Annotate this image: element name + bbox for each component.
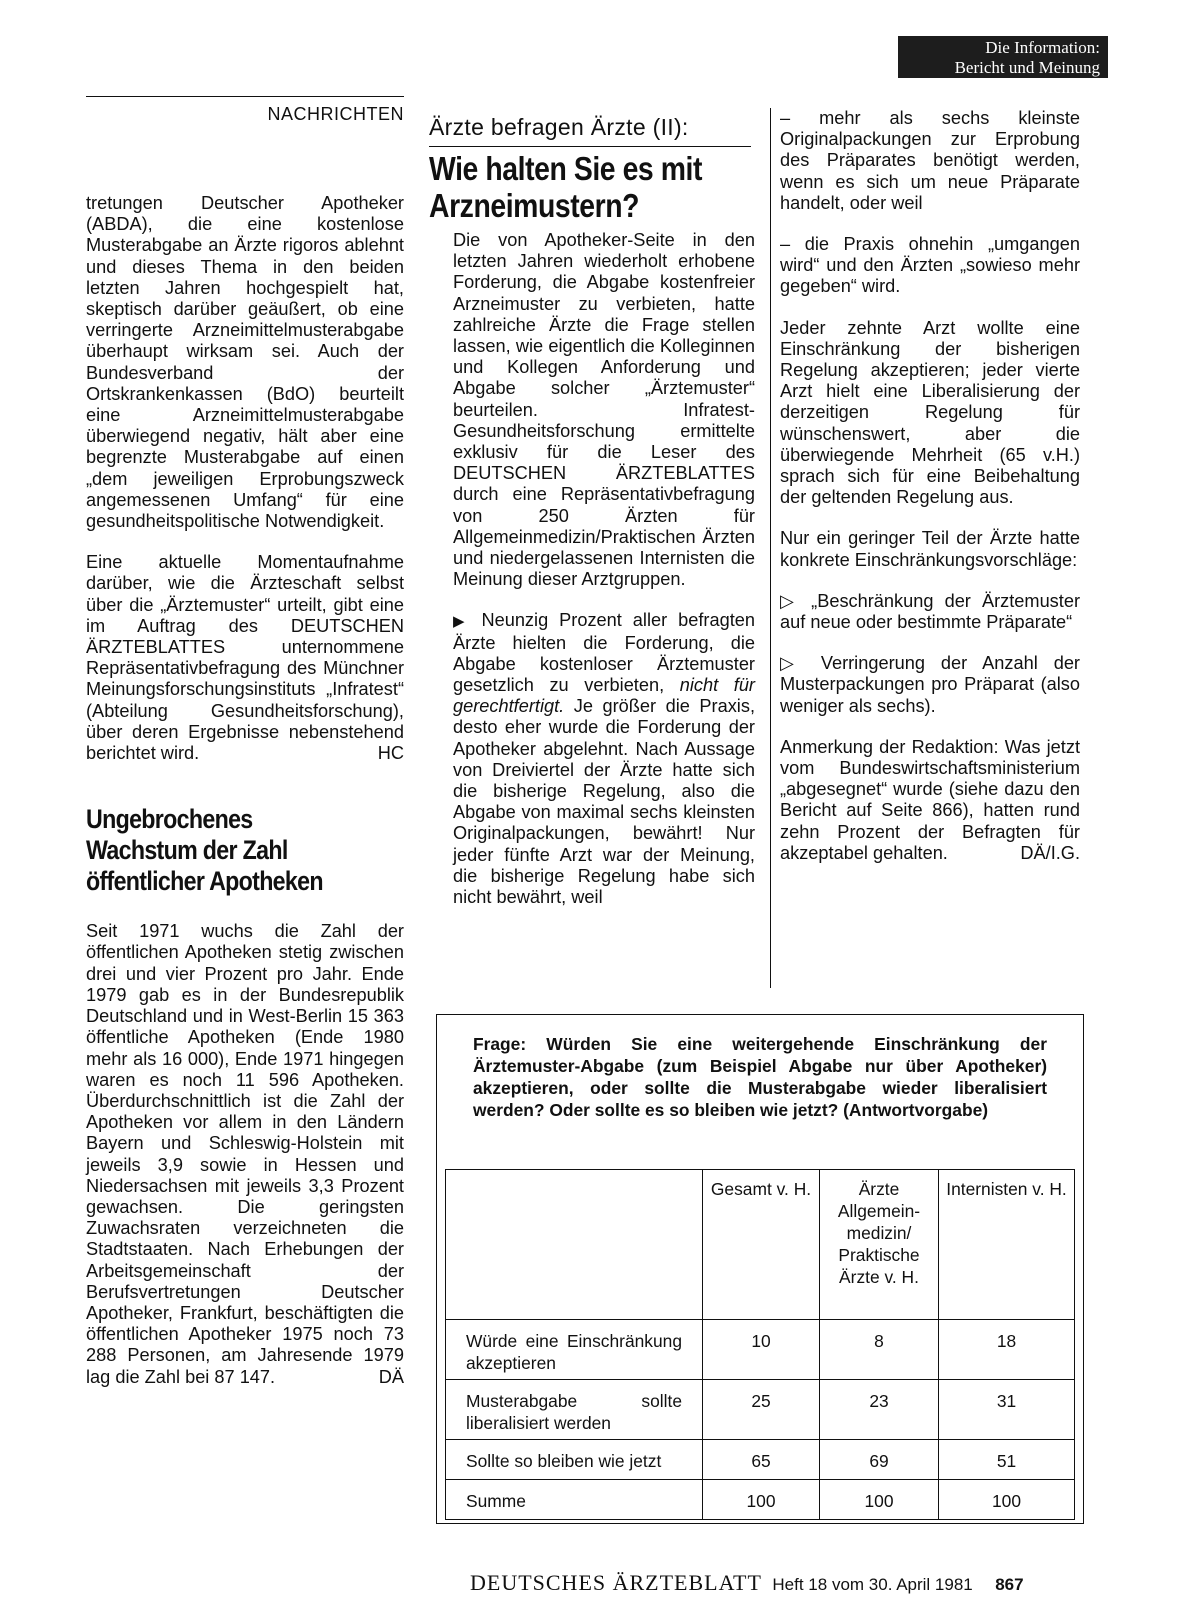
article-title: Wie halten Sie es mit Arzneimustern?: [429, 150, 703, 224]
header-allgemein: Ärzte Allgemein-medizin/ Praktische Ärzte v. H.: [820, 1170, 939, 1320]
article-paragraph-2-lead: Neunzig Prozent aller befragten Ärzte hielten die Forderung, die Abgabe kostenloser Ärztemuster gesetzlich zu verbieten,: [453, 610, 755, 696]
right-paragraph-5: ▷ „Beschränkung der Ärztemuster auf neue oder bestimmte Präparate“: [780, 590, 1080, 633]
issue-info: Heft 18 vom 30. April 1981: [772, 1575, 973, 1594]
author-sign-hc: HC: [377, 743, 404, 764]
right-paragraph-3: Jeder zehnte Arzt wollte eine Einschränkung der bisherigen Regelung akzeptieren; jeder vierte Arzt hielt eine Liberalisierung der derzeitigen Regelung für wünschenswert, aber die überwiegende Mehrheit (65 v.H.) sprach sich für eine Beibehaltung der geltenden Regelung aus.: [780, 317, 1080, 508]
right-paragraph-4: Nur ein geringer Teil der Ärzte hatte konkrete Einschränkungsvorschläge:: [780, 528, 1080, 570]
row-value: 65: [703, 1440, 820, 1480]
left-paragraph-2-text: Eine aktuelle Momentaufnahme darüber, wie die Ärzteschaft selbst über die „Ärztemuster“ urteilt, gibt eine im Auftrag des DEUTSCHEN ÄRZTEBLATTES unternommene Repräsentativbefragung des Münchner Meinungsforschungsinstituts „Infratest“ (Abteilung Gesundheitsforschung), über deren Ergebnisse nebenstehend berichtet wird.: [86, 552, 404, 764]
row-label: Summe: [446, 1480, 703, 1520]
left-column: [86, 193, 404, 1408]
section-header-tag: [898, 36, 1108, 78]
left-paragraph-1: tretungen Deutscher Apotheker (ABDA), die eine kostenlose Musterabgabe an Ärzte rigoros ablehnt und dieses Thema in den beiden letzten Jahren hochgespielt hat, skeptisch darüber geäußert, ob eine verringerte Arzneimittelmusterabgabe überhaupt wirksam sei. Auch der Bundesverband der Ortskrankenkassen (BdO) beurteilt eine Arzneimittelmusterabgabe überwiegend negativ, hält aber eine begrenzte Musterabgabe auf einen „dem jeweiligen Erprobungszweck angemessenen Umfang“ für eine gesundheitspolitische Notwendigkeit.: [86, 193, 404, 532]
author-sign-da: DÄ: [378, 1366, 404, 1387]
article-paragraph-2: [453, 610, 755, 908]
right-paragraph-7-text: Anmerkung der Redaktion: Was jetzt vom Bundeswirtschaftsministerium „abgesegnet“ wurde (siehe dazu den Bericht auf Seite 866), hatten rund zehn Prozent der Befragten für akzeptabel gehalten.: [780, 736, 1080, 863]
header-gesamt: Gesamt v. H.: [703, 1170, 820, 1320]
section-label: NACHRICHTEN: [267, 104, 404, 124]
page-footer: [470, 1570, 1080, 1596]
row-value: 10: [703, 1320, 820, 1380]
row-value: 23: [820, 1380, 939, 1440]
left-paragraph-3: [86, 921, 404, 1387]
article-paragraph-2-rest: Je größer die Praxis, desto eher wurde die Forderung der Apotheker abgelehnt. Nach Aussage von Dreiviertel der Ärzte hatte sich die bisherige Regelung, also die Abgabe von maximal sechs kleinsten Originalpackungen, bewährt! Nur jeder fünfte Arzt war der Meinung, die bisherige Regelung habe sich nicht bewährt, weil: [453, 696, 755, 908]
left-paragraph-3-text: Seit 1971 wuchs die Zahl der öffentlichen Apotheken stetig zwischen drei und vier Prozent pro Jahr. Ende 1979 gab es in der Bundesrepublik Deutschland und in West-Berlin 15 363 öffentliche Apotheken (Ende 1980 mehr als 16 000), Ende 1971 hingegen waren es noch 11 596 Apotheken. Überdurchschnittlich ist die Zahl der Apotheken vor allem in den Ländern Bayern und Schleswig-Holstein mit jeweils 3,9 sowie in Hessen und Niedersachsen mit jeweils 3,3 Prozent gewachsen. Die geringsten Zuwachsraten verzeichneten die Stadtstaaten. Nach Erhebungen der Arbeitsgemeinschaft der Berufsvertretungen Deutscher Apotheker, Frankfurt, beschäftigten die öffentlichen Apotheker 1975 noch 73 288 Personen, am Jahresende 1979 lag die Zahl bei 87 147.: [86, 921, 404, 1387]
play-arrow-icon: ▶: [453, 613, 471, 631]
middle-column: [453, 230, 755, 928]
row-label: Würde eine Einschränkung akzeptieren: [446, 1320, 703, 1380]
table-row: [446, 1440, 1075, 1480]
survey-table: [445, 1169, 1075, 1520]
right-paragraph-6: ▷ Verringerung der Anzahl der Musterpackungen pro Präparat (also weniger als sechs).: [780, 653, 1080, 716]
page-number: 867: [995, 1575, 1024, 1594]
row-value: 31: [939, 1380, 1075, 1440]
row-value: 18: [939, 1320, 1075, 1380]
article-kicker: Ärzte befragen Ärzte (II):: [429, 114, 689, 140]
header-line-2: Bericht und Meinung: [954, 58, 1100, 77]
survey-question: Frage: Würden Sie eine weitergehende Einschränkung der Ärztemuster-Abgabe (zum Beispiel Abgabe nur über Apotheker) akzeptieren, oder sollte die Musterabgabe wieder liberalisiert werden? Oder sollte es so bleiben wie jetzt? (Antwortvorgabe): [473, 1034, 1047, 1120]
header-line-1: Die Information:: [985, 38, 1100, 57]
right-paragraph-1: – mehr als sechs kleinste Originalpackungen zur Erprobung des Präparates benötigt werden, wenn es sich um neue Präparate handelt, oder weil: [780, 108, 1080, 213]
right-column: [780, 108, 1080, 884]
journal-name: DEUTSCHES ÄRZTEBLATT: [470, 1570, 762, 1595]
article-paragraph-2-emphasis: nicht für gerechtfertigt.: [453, 675, 755, 717]
row-value: 25: [703, 1380, 820, 1440]
row-value: 100: [820, 1480, 939, 1520]
table-header-row: [446, 1170, 1075, 1320]
row-value: 100: [939, 1480, 1075, 1520]
table-row: [446, 1480, 1075, 1520]
row-value: 8: [820, 1320, 939, 1380]
survey-box: [436, 1014, 1084, 1524]
right-paragraph-7: [780, 737, 1080, 864]
right-paragraph-2: – die Praxis ohnehin „umgangen wird“ und den Ärzten „sowieso mehr gegeben“ wird.: [780, 234, 1080, 297]
row-value: 69: [820, 1440, 939, 1480]
author-sign-dai: DÄ/I.G.: [1020, 842, 1080, 863]
article-paragraph-1: Die von Apotheker-Seite in den letzten Jahren wiederholt erhobene Forderung, die Abgabe kostenfreier Arzneimuster zu verbieten, hatte zahlreiche Ärzte die Frage stellen lassen, wie eigentlich die Kolleginnen und Kollegen Anforderung und Abgabe solcher „Ärztemuster“ beurteilen. Infratest-Gesundheitsforschung ermittelte exklusiv für die Leser des DEUTSCHEN ÄRZTEBLATTES durch eine Repräsentativbefragung von 250 Ärzten für Allgemeinmedizin/Praktischen Ärzten und niedergelassenen Internisten die Meinung dieser Arztgruppen.: [453, 230, 755, 590]
header-internisten: Internisten v. H.: [939, 1170, 1075, 1320]
row-label: Musterabgabe sollte liberalisiert werden: [446, 1380, 703, 1440]
left-paragraph-2: [86, 552, 404, 764]
table-row: [446, 1320, 1075, 1380]
table-row: [446, 1380, 1075, 1440]
row-value: 100: [703, 1480, 820, 1520]
row-label: Sollte so bleiben wie jetzt: [446, 1440, 703, 1480]
kicker-rule: [429, 146, 751, 147]
apotheken-headline: Ungebrochenes Wachstum der Zahl öffentlicher Apotheken: [86, 804, 323, 897]
row-value: 51: [939, 1440, 1075, 1480]
header-empty-cell: [446, 1170, 703, 1320]
top-rule: [86, 96, 404, 97]
